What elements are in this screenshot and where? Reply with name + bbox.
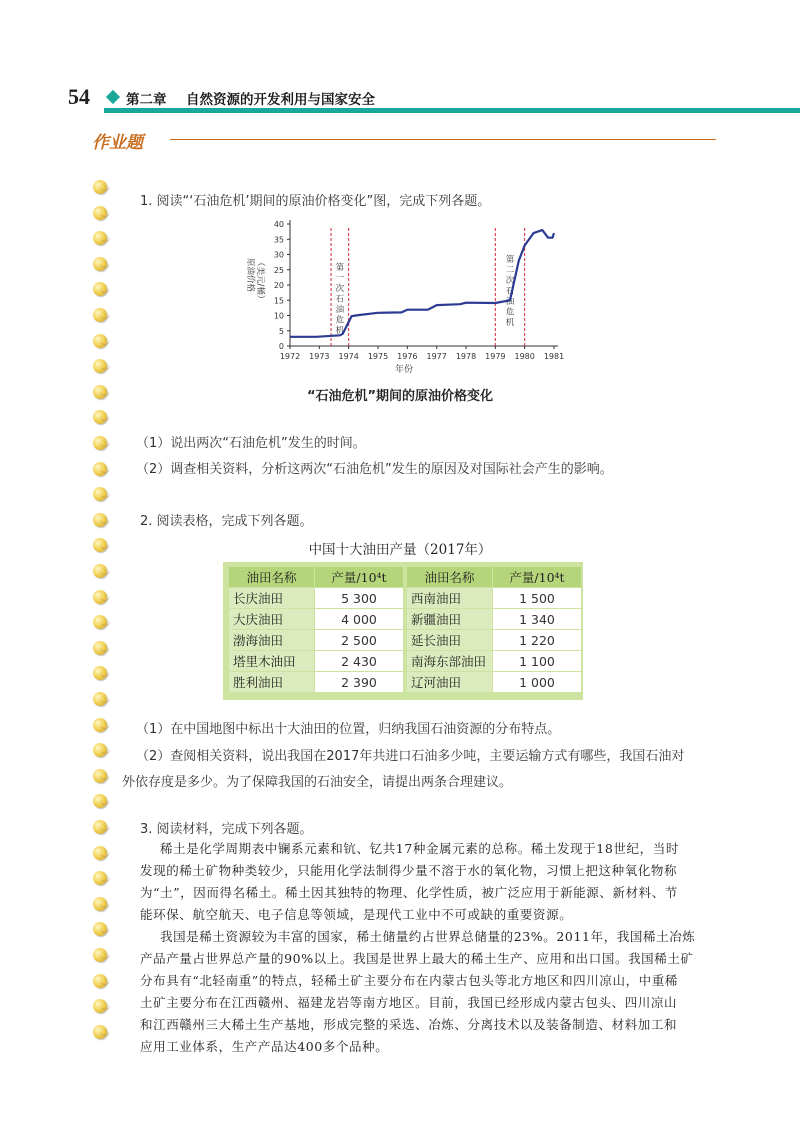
ring-icon — [93, 641, 107, 655]
y-tick-label: 25 — [273, 265, 284, 275]
section-rule — [170, 139, 716, 140]
reading-line: 分布具有“北轻南重”的特点，轻稀土矿主要分布在内蒙古包头等北方地区和四川凉山，中重稀 — [140, 973, 678, 988]
y-tick-label: 15 — [273, 296, 284, 306]
ring-icon — [93, 564, 107, 578]
chapter-label: 第二章 — [126, 92, 167, 108]
field-name: 新疆油田 — [407, 609, 492, 629]
crisis-label-char: 石 — [335, 294, 345, 305]
crisis-label-char: 二 — [505, 265, 515, 276]
header-bar — [104, 108, 800, 113]
question-2-sub-2-line-2: 外依存度是多少。为了保障我国的石油安全，请提出两条合理建议。 — [122, 775, 513, 790]
field-name: 长庆油田 — [229, 588, 314, 608]
field-output: 1 500 — [493, 588, 581, 608]
question-1-sub-2: （2）调查相关资料，分析这两次“石油危机”发生的原因及对国际社会产生的影响。 — [136, 462, 613, 477]
field-name: 辽河油田 — [407, 672, 492, 692]
chart-axes — [290, 220, 558, 346]
y-tick-label: 20 — [273, 281, 284, 290]
ring-icon — [93, 999, 107, 1013]
ring-icon — [93, 513, 107, 527]
ring-icon — [93, 666, 107, 680]
field-output: 2 430 — [315, 651, 403, 671]
ring-icon — [93, 487, 107, 501]
field-output: 1 340 — [493, 609, 581, 629]
header-output: 产量/10⁴t — [493, 567, 581, 587]
x-tick-label: 1972 — [279, 352, 301, 361]
x-tick-label: 1976 — [397, 352, 418, 361]
table-gap — [404, 588, 406, 608]
y-axis-title — [245, 258, 266, 303]
table-row — [229, 630, 581, 650]
ring-icon — [93, 871, 107, 885]
crisis-label-char: 危 — [505, 307, 515, 318]
field-output: 2 390 — [315, 672, 403, 692]
ring-icon — [93, 615, 107, 629]
crisis-label-char: 次 — [505, 276, 515, 286]
reading-line: 为“土”，因而得名稀土。稀土因其独特的物理、化学性质，被广泛应用于新能源、新材料、节 — [140, 885, 678, 900]
crisis-label-char: 机 — [335, 326, 345, 336]
ring-icon — [93, 334, 107, 348]
oil-field-table — [223, 562, 583, 700]
field-name: 渤海油田 — [229, 630, 314, 650]
ring-icon — [93, 948, 107, 962]
reading-line: 能环保、航空航天、电子信息等领域，是现代工业中不可或缺的重要资源。 — [140, 907, 573, 922]
field-name: 大庆油田 — [229, 609, 314, 629]
crisis-label-char: 危 — [335, 315, 345, 326]
ring-icon — [93, 257, 107, 271]
table-gap — [404, 609, 406, 629]
field-output: 2 500 — [315, 630, 403, 650]
table-row — [229, 672, 581, 692]
price-series — [290, 230, 554, 337]
y-axis-title-line2: （美元/桶） — [255, 258, 265, 304]
question-1-sub-1: （1）说出两次“石油危机”发生的时间。 — [136, 436, 366, 451]
table-gap — [404, 567, 406, 587]
reading-line: 稀土是化学周期表中镧系元素和钪、钇共17种金属元素的总称。稀土发现于18世纪，当时 — [160, 841, 679, 856]
field-name: 延长油田 — [407, 630, 492, 650]
ring-icon — [93, 590, 107, 604]
y-tick-label: 40 — [273, 220, 284, 229]
ring-icon — [93, 410, 107, 424]
ring-icon — [93, 743, 107, 757]
ring-icon — [93, 282, 107, 296]
ring-icon — [93, 820, 107, 834]
crisis-label-char: 一 — [335, 273, 345, 284]
field-name: 胜利油田 — [229, 672, 314, 692]
y-tick-label: 30 — [273, 250, 284, 260]
header-field-name: 油田名称 — [407, 567, 492, 587]
ring-icon — [93, 846, 107, 860]
x-tick-label: 1981 — [543, 352, 565, 361]
chapter-title: 自然资源的开发利用与国家安全 — [186, 92, 375, 108]
table-row — [229, 588, 581, 608]
table-row — [229, 651, 581, 671]
page-number: 54 — [68, 84, 90, 109]
ring-icon — [93, 206, 107, 220]
reading-line: 发现的稀土矿物种类较少，只能用化学法制得少量不溶于水的氧化物，习惯上把这种氧化物称 — [140, 863, 678, 878]
table-gap — [404, 672, 406, 692]
field-name: 塔里木油田 — [229, 651, 314, 671]
field-name: 西南油田 — [407, 588, 492, 608]
field-output: 1 100 — [493, 651, 581, 671]
x-tick-label: 1977 — [426, 352, 447, 361]
y-tick-label: 5 — [278, 326, 284, 336]
ring-icon — [93, 897, 107, 911]
x-tick-label: 1973 — [309, 352, 330, 361]
question-2-sub-1: （1）在中国地图中标出十大油田的位置，归纳我国石油资源的分布特点。 — [136, 722, 561, 737]
diamond-icon — [106, 90, 120, 104]
field-output: 1 220 — [493, 630, 581, 650]
oil-price-chart — [236, 210, 566, 378]
question-2-sub-2-line-1: （2）查阅相关资料，说出我国在2017年共进口石油多少吨，主要运输方式有哪些，我国石油对 — [136, 749, 685, 764]
reading-line: 和江西赣州三大稀土生产基地，形成完整的采选、冶炼、分离技术以及装备制造、材料加工和 — [140, 1017, 678, 1032]
ring-icon — [93, 1025, 107, 1039]
price-line — [290, 230, 554, 337]
field-output: 1 000 — [493, 672, 581, 692]
header-field-name: 油田名称 — [229, 567, 314, 587]
table-header-row — [229, 567, 581, 587]
ring-icon — [93, 922, 107, 936]
ring-icon — [93, 308, 107, 322]
ring-icon — [93, 692, 107, 706]
ring-icon — [93, 359, 107, 373]
y-tick-label: 0 — [278, 342, 284, 351]
x-tick-label: 1978 — [455, 352, 477, 361]
y-tick-label: 10 — [273, 311, 284, 321]
ring-icon — [93, 231, 107, 245]
crisis-label-char: 次 — [335, 284, 345, 294]
crisis-label-char: 油 — [335, 305, 345, 315]
question-1-prompt: 1. 阅读“‘石油危机’期间的原油价格变化”图，完成下列各题。 — [140, 194, 491, 209]
y-axis-title-line1: 原油价格 — [245, 258, 255, 293]
ring-icon — [93, 718, 107, 732]
section-title: 作业题 — [92, 133, 143, 153]
field-name: 南海东部油田 — [407, 651, 492, 671]
reading-line: 应用工业体系，生产产品达400多个品种。 — [140, 1039, 389, 1054]
x-tick-label: 1979 — [485, 352, 506, 361]
x-tick-label: 1980 — [514, 352, 535, 361]
chart-caption: “石油危机”期间的原油价格变化 — [306, 389, 494, 404]
crisis-label-char: 油 — [505, 297, 515, 307]
ring-icon — [93, 462, 107, 476]
crisis-label-char: 机 — [505, 318, 515, 328]
table-row — [229, 609, 581, 629]
crisis-label-char: 石 — [505, 286, 515, 297]
notebook-rings — [93, 180, 113, 1060]
y-tick-label: 35 — [273, 235, 284, 245]
ring-icon — [93, 974, 107, 988]
x-tick-label: 1974 — [338, 352, 359, 361]
question-3-prompt: 3. 阅读材料，完成下列各题。 — [140, 822, 313, 837]
x-tick-label: 1975 — [367, 352, 389, 361]
table-gap — [404, 630, 406, 650]
crisis-label-char: 第 — [505, 255, 515, 265]
ring-icon — [93, 180, 107, 194]
ring-icon — [93, 794, 107, 808]
reading-line: 我国是稀土资源较为丰富的国家，稀土储量约占世界总储量的23%。2011年，我国稀土冶炼 — [160, 929, 696, 944]
question-2-prompt: 2. 阅读表格，完成下列各题。 — [140, 514, 313, 529]
table-title: 中国十大油田产量（2017年） — [308, 542, 492, 558]
x-axis-label: 年份 — [394, 365, 414, 375]
field-output: 4 000 — [315, 609, 403, 629]
field-output: 5 300 — [315, 588, 403, 608]
crisis-bands — [331, 228, 525, 346]
ring-icon — [93, 769, 107, 783]
reading-line: 土矿主要分布在江西赣州、福建龙岩等南方地区。目前，我国已经形成内蒙古包头、四川凉山 — [140, 995, 678, 1010]
reading-line: 产品产量占世界总产量的90%以上。我国是世界上最大的稀土生产、应用和出口国。我国稀土矿 — [140, 951, 694, 966]
crisis-label-char: 第 — [335, 263, 345, 273]
header-output: 产量/10⁴t — [315, 567, 403, 587]
axis-ticks — [274, 220, 564, 361]
ring-icon — [93, 436, 107, 450]
table-gap — [404, 651, 406, 671]
